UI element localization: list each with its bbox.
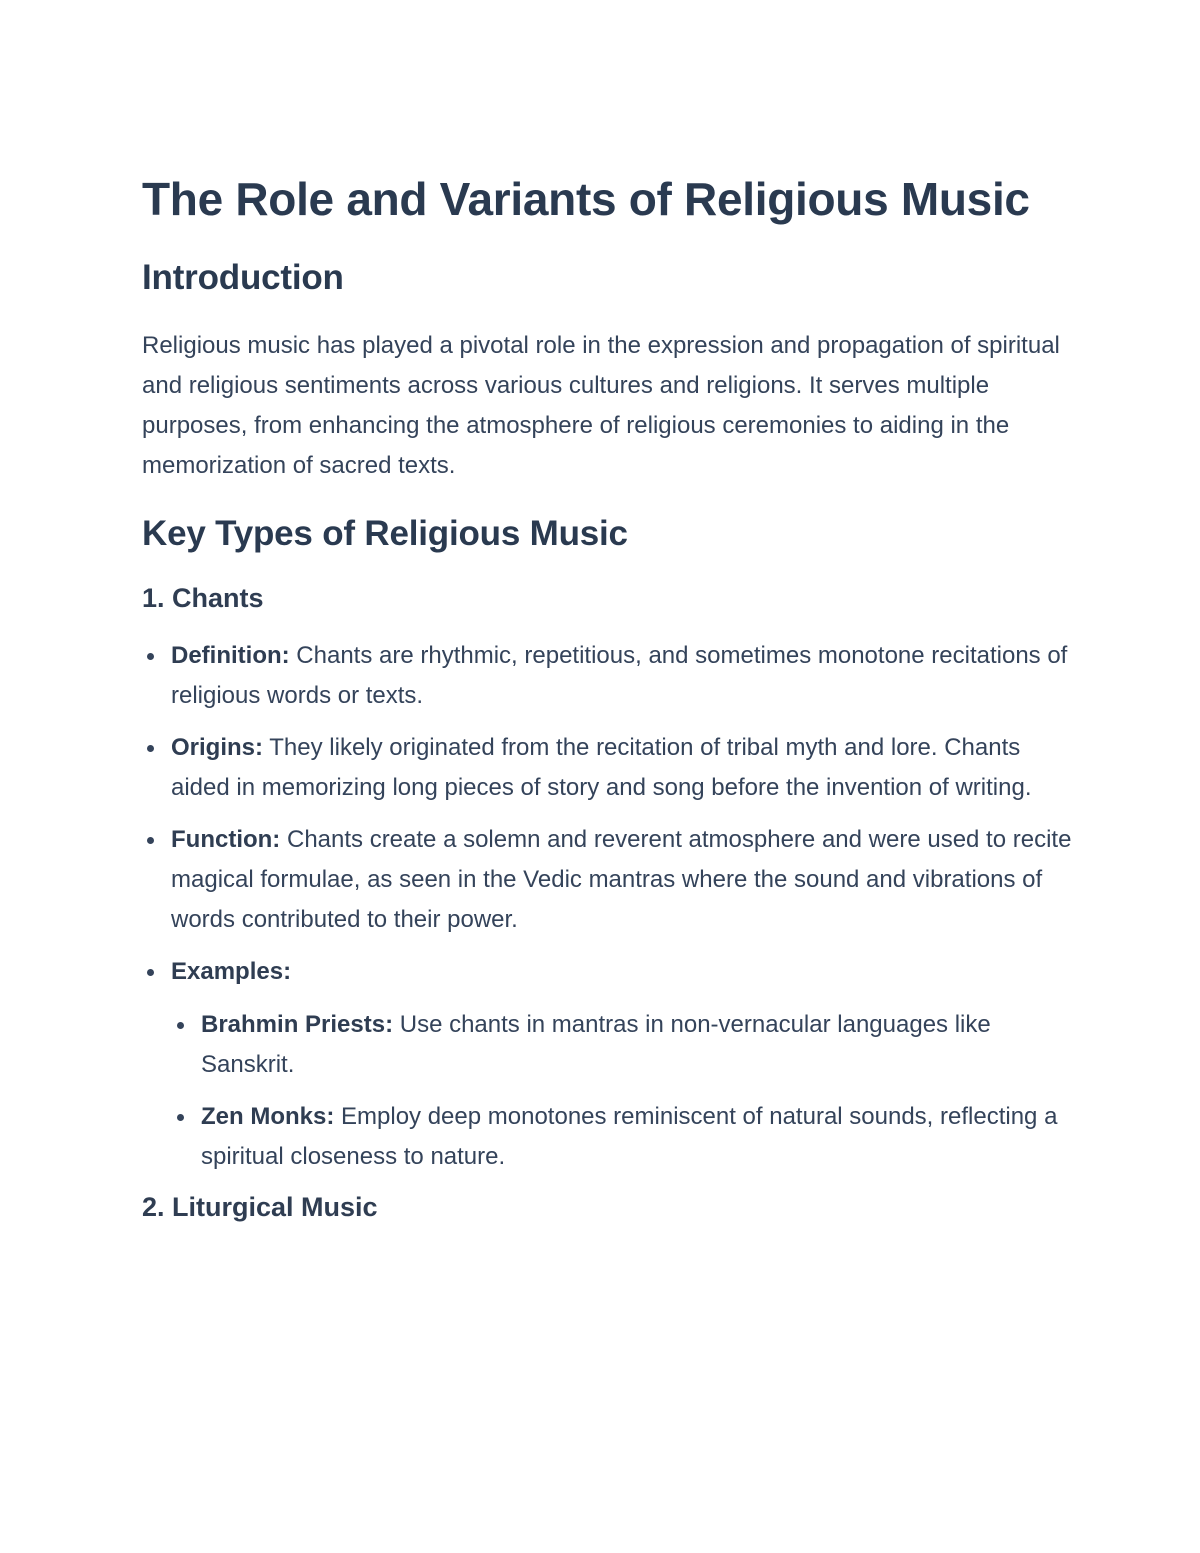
- bullet-icon: [147, 653, 154, 660]
- list-item-text: Chants are rhythmic, repetitious, and sometimes monotone recitations of religious words or texts.: [171, 642, 1068, 709]
- list-item-label: Examples:: [171, 958, 292, 985]
- chants-heading: 1. Chants: [142, 583, 264, 613]
- list-item-text: Employ deep monotones reminiscent of natural sounds, reflecting a spiritual closeness to nature.: [201, 1103, 1058, 1170]
- list-item-definition: [171, 636, 1072, 716]
- bullet-icon: [147, 837, 154, 844]
- page-title: The Role and Variants of Religious Music: [142, 173, 1030, 225]
- sublist-item-brahmin-priests: [201, 1005, 1072, 1085]
- list-item-text: They likely originated from the recitation of tribal myth and lore. Chants aided in memorizing long pieces of story and song before the invention of writing.: [171, 734, 1032, 801]
- list-item-label: Brahmin Priests:: [201, 1011, 394, 1038]
- chants-list: [142, 636, 1072, 1177]
- list-item-label: Definition:: [171, 642, 290, 669]
- document-page: [142, 168, 1072, 1225]
- sublist-item-zen-monks: [201, 1097, 1072, 1177]
- list-item-text: Use chants in mantras in non-vernacular languages like Sanskrit.: [201, 1011, 991, 1078]
- introduction-paragraph: Religious music has played a pivotal role in the expression and propagation of spiritual and religious sentiments across various cultures and religions. It serves multiple purposes, from enhancing the atmosphere of religious ceremonies to aiding in the memorization of sacred texts.: [142, 332, 1060, 479]
- list-item-label: Origins:: [171, 734, 264, 761]
- key-types-heading: Key Types of Religious Music: [142, 514, 628, 553]
- list-item-examples: [171, 952, 1072, 1177]
- bullet-icon: [177, 1114, 184, 1121]
- list-item-origins: [171, 728, 1072, 808]
- bullet-icon: [147, 969, 154, 976]
- bullet-icon: [177, 1022, 184, 1029]
- list-item-function: [171, 820, 1072, 940]
- list-item-label: Zen Monks:: [201, 1103, 335, 1130]
- liturgical-music-heading: 2. Liturgical Music: [142, 1192, 378, 1222]
- introduction-heading: Introduction: [142, 258, 344, 297]
- examples-sublist: [171, 1005, 1072, 1177]
- bullet-icon: [147, 745, 154, 752]
- list-item-label: Function:: [171, 826, 281, 853]
- list-item-text: Chants create a solemn and reverent atmosphere and were used to recite magical formulae, as seen in the Vedic mantras where the sound and vibrations of words contributed to their power.: [171, 826, 1072, 933]
